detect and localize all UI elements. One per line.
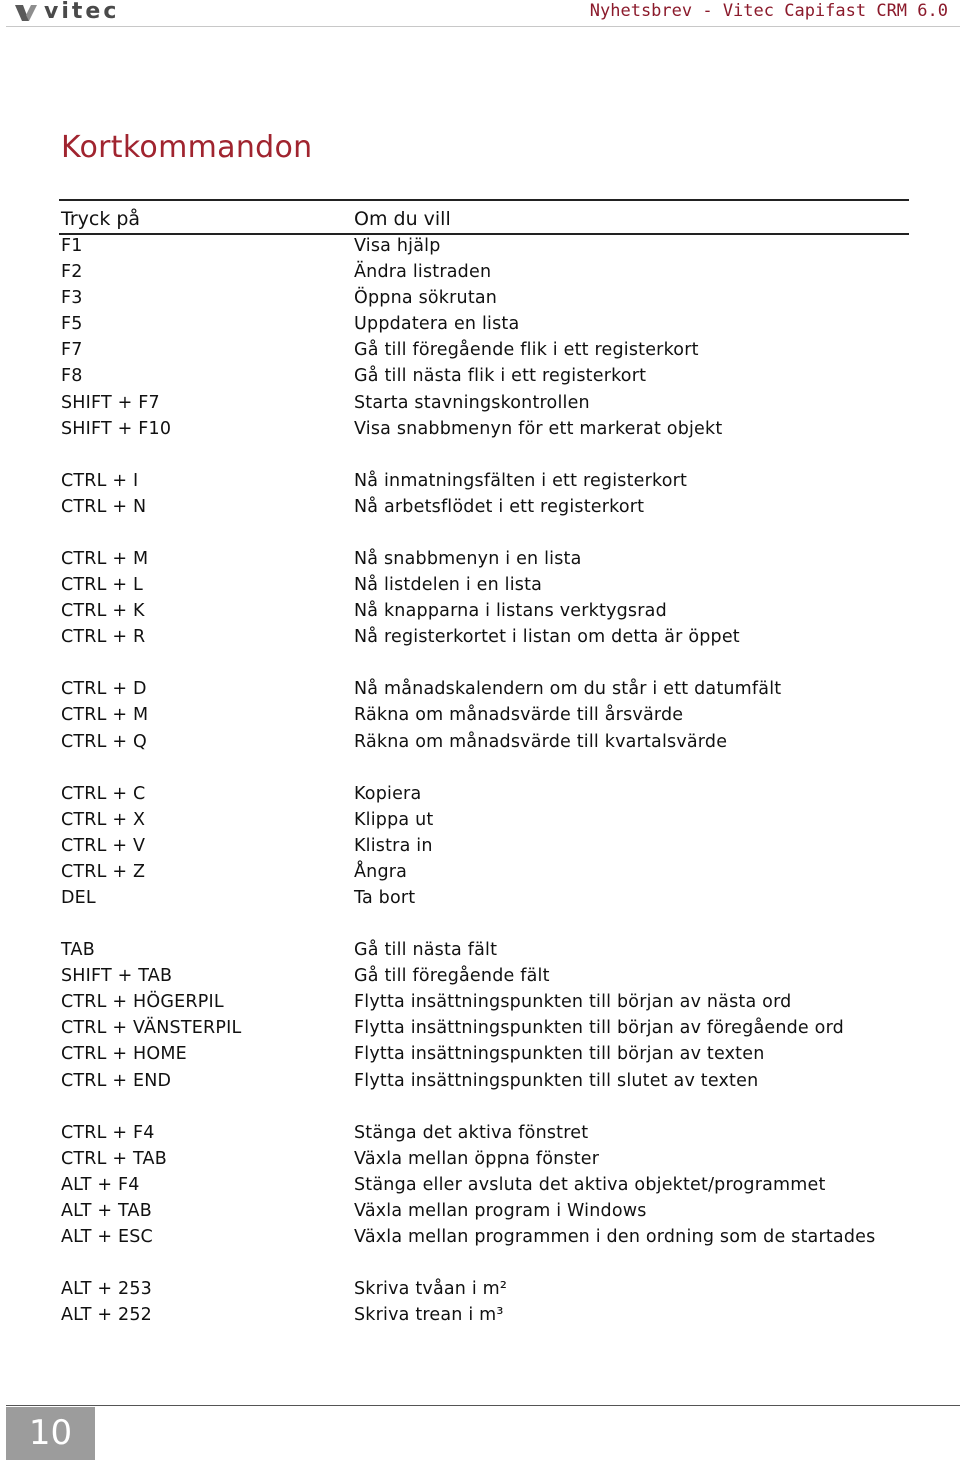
shortcut-action: Nå inmatningsfälten i ett registerkort <box>354 470 688 491</box>
shortcut-row <box>59 314 909 340</box>
page-header <box>0 0 960 28</box>
page-heading: Kortkommandon <box>61 130 313 165</box>
shortcut-action: Uppdatera en lista <box>354 314 520 335</box>
shortcut-key: CTRL + END <box>61 1070 172 1091</box>
logo-text: vitec <box>44 0 120 24</box>
shortcut-key: ALT + TAB <box>61 1200 152 1221</box>
shortcut-key: ALT + 252 <box>61 1305 152 1326</box>
shortcut-row <box>59 471 909 497</box>
shortcut-action: Nå knapparna i listans verktygsrad <box>354 601 667 622</box>
shortcut-key: F2 <box>61 262 83 283</box>
shortcut-key: CTRL + N <box>61 496 147 517</box>
shortcut-row <box>59 1305 909 1331</box>
shortcut-group <box>59 236 909 445</box>
shortcut-row <box>59 1279 909 1305</box>
shortcut-key: SHIFT + F10 <box>61 418 172 439</box>
shortcut-group <box>59 784 909 914</box>
shortcut-row <box>59 1201 909 1227</box>
shortcut-key: CTRL + K <box>61 601 145 622</box>
shortcut-group <box>59 549 909 653</box>
shortcut-key: CTRL + VÄNSTERPIL <box>61 1018 242 1039</box>
shortcut-key: CTRL + F4 <box>61 1122 155 1143</box>
shortcut-row <box>59 393 909 419</box>
shortcut-key: ALT + F4 <box>61 1174 140 1195</box>
shortcut-group <box>59 940 909 1097</box>
vitec-logo <box>14 1 119 23</box>
column-header-key: Tryck på <box>61 208 141 230</box>
shortcut-table-header <box>59 199 909 235</box>
shortcut-action: Gå till nästa flik i ett registerkort <box>354 366 647 387</box>
shortcut-key: CTRL + M <box>61 705 149 726</box>
shortcut-action: Räkna om månadsvärde till kvartalsvärde <box>354 731 728 752</box>
shortcut-key: CTRL + R <box>61 627 146 648</box>
shortcut-action: Flytta insättningspunkten till slutet av texten <box>354 1070 759 1091</box>
shortcut-row <box>59 940 909 966</box>
shortcut-row <box>59 1071 909 1097</box>
shortcut-key: ALT + ESC <box>61 1227 153 1247</box>
shortcut-row <box>59 549 909 575</box>
shortcut-row <box>59 705 909 731</box>
shortcut-row <box>59 966 909 992</box>
shortcut-key: CTRL + D <box>61 679 147 700</box>
shortcut-key: F7 <box>61 340 83 361</box>
shortcut-action: Klistra in <box>354 835 433 856</box>
shortcut-row <box>59 575 909 601</box>
shortcut-action: Öppna sökrutan <box>354 288 498 309</box>
shortcut-key: CTRL + TAB <box>61 1148 167 1169</box>
shortcut-key: ALT + 253 <box>61 1279 152 1300</box>
shortcut-row <box>59 627 909 653</box>
shortcut-action: Gå till föregående flik i ett registerkort <box>354 340 699 361</box>
shortcut-row <box>59 862 909 888</box>
shortcut-action: Växla mellan program i Windows <box>354 1200 647 1221</box>
shortcut-row <box>59 236 909 262</box>
shortcut-row <box>59 1175 909 1201</box>
shortcut-action: Starta stavningskontrollen <box>354 392 590 413</box>
footer-divider <box>6 1405 960 1406</box>
shortcut-row <box>59 601 909 627</box>
shortcut-action: Flytta insättningspunkten till början av texten <box>354 1044 765 1065</box>
shortcut-action: Ändra listraden <box>354 262 492 283</box>
shortcut-key: CTRL + V <box>61 835 146 856</box>
column-headers <box>59 201 909 235</box>
shortcut-action: Nå arbetsflödet i ett registerkort <box>354 496 645 517</box>
document-title: Nyhetsbrev - Vitec Capifast CRM 6.0 <box>589 1 948 21</box>
shortcut-row <box>59 419 909 445</box>
shortcut-row <box>59 340 909 366</box>
shortcut-action: Nå månadskalendern om du står i ett datumfält <box>354 679 782 700</box>
shortcut-key: F1 <box>61 236 83 256</box>
shortcut-list <box>59 236 909 1357</box>
shortcut-action: Skriva trean i m³ <box>354 1305 504 1326</box>
shortcut-row <box>59 992 909 1018</box>
shortcut-key: CTRL + L <box>61 575 143 596</box>
shortcut-action: Gå till föregående fält <box>354 966 550 987</box>
shortcut-action: Ta bort <box>354 887 416 908</box>
column-header-action: Om du vill <box>354 208 451 230</box>
shortcut-action: Stänga eller avsluta det aktiva objektet/programmet <box>354 1174 826 1195</box>
shortcut-key: CTRL + HÖGERPIL <box>61 992 224 1013</box>
shortcut-key: TAB <box>61 940 95 961</box>
shortcut-group <box>59 471 909 523</box>
shortcut-action: Flytta insättningspunkten till början av nästa ord <box>354 992 792 1013</box>
shortcut-key: CTRL + I <box>61 470 139 491</box>
shortcut-action: Visa snabbmenyn för ett markerat objekt <box>354 418 723 439</box>
shortcut-group <box>59 1279 909 1331</box>
shortcut-action: Nå snabbmenyn i en lista <box>354 548 582 569</box>
shortcut-group <box>59 1123 909 1253</box>
shortcut-action: Stänga det aktiva fönstret <box>354 1122 589 1143</box>
shortcut-row <box>59 1123 909 1149</box>
header-divider <box>6 26 960 27</box>
shortcut-group <box>59 679 909 757</box>
shortcut-row <box>59 732 909 758</box>
shortcut-key: F5 <box>61 314 83 335</box>
shortcut-key: CTRL + M <box>61 548 149 569</box>
shortcut-key: CTRL + Z <box>61 861 146 882</box>
shortcut-row <box>59 497 909 523</box>
shortcut-action: Skriva tvåan i m² <box>354 1279 508 1300</box>
shortcut-action: Kopiera <box>354 783 422 804</box>
shortcut-row <box>59 262 909 288</box>
shortcut-row <box>59 1018 909 1044</box>
shortcut-action: Klippa ut <box>354 809 434 830</box>
shortcut-action: Räkna om månadsvärde till årsvärde <box>354 705 684 726</box>
shortcut-action: Gå till nästa fält <box>354 940 498 961</box>
shortcut-action: Nå listdelen i en lista <box>354 575 543 596</box>
shortcut-key: F3 <box>61 288 83 309</box>
shortcut-key: F8 <box>61 366 83 387</box>
shortcut-row <box>59 836 909 862</box>
shortcut-action: Visa hjälp <box>354 236 441 256</box>
shortcut-key: CTRL + HOME <box>61 1044 187 1065</box>
page-number: 10 <box>6 1407 95 1460</box>
shortcut-row <box>59 784 909 810</box>
shortcut-key: CTRL + C <box>61 783 146 804</box>
shortcut-action: Nå registerkortet i listan om detta är öppet <box>354 627 740 648</box>
shortcut-key: SHIFT + TAB <box>61 966 173 987</box>
shortcut-row <box>59 366 909 392</box>
shortcut-action: Växla mellan programmen i den ordning som de startades <box>354 1227 876 1247</box>
shortcut-action: Växla mellan öppna fönster <box>354 1148 600 1169</box>
shortcut-row <box>59 1044 909 1070</box>
shortcut-row <box>59 888 909 914</box>
shortcut-action: Ångra <box>354 861 408 882</box>
vitec-logo-icon <box>14 1 38 23</box>
shortcut-row <box>59 810 909 836</box>
shortcut-key: CTRL + X <box>61 809 146 830</box>
shortcut-row <box>59 1227 909 1253</box>
shortcut-key: SHIFT + F7 <box>61 392 160 413</box>
shortcut-row <box>59 288 909 314</box>
shortcut-key: CTRL + Q <box>61 731 147 752</box>
shortcut-row <box>59 1149 909 1175</box>
shortcut-row <box>59 679 909 705</box>
shortcut-key: DEL <box>61 887 96 908</box>
shortcut-action: Flytta insättningspunkten till början av föregående ord <box>354 1018 844 1039</box>
